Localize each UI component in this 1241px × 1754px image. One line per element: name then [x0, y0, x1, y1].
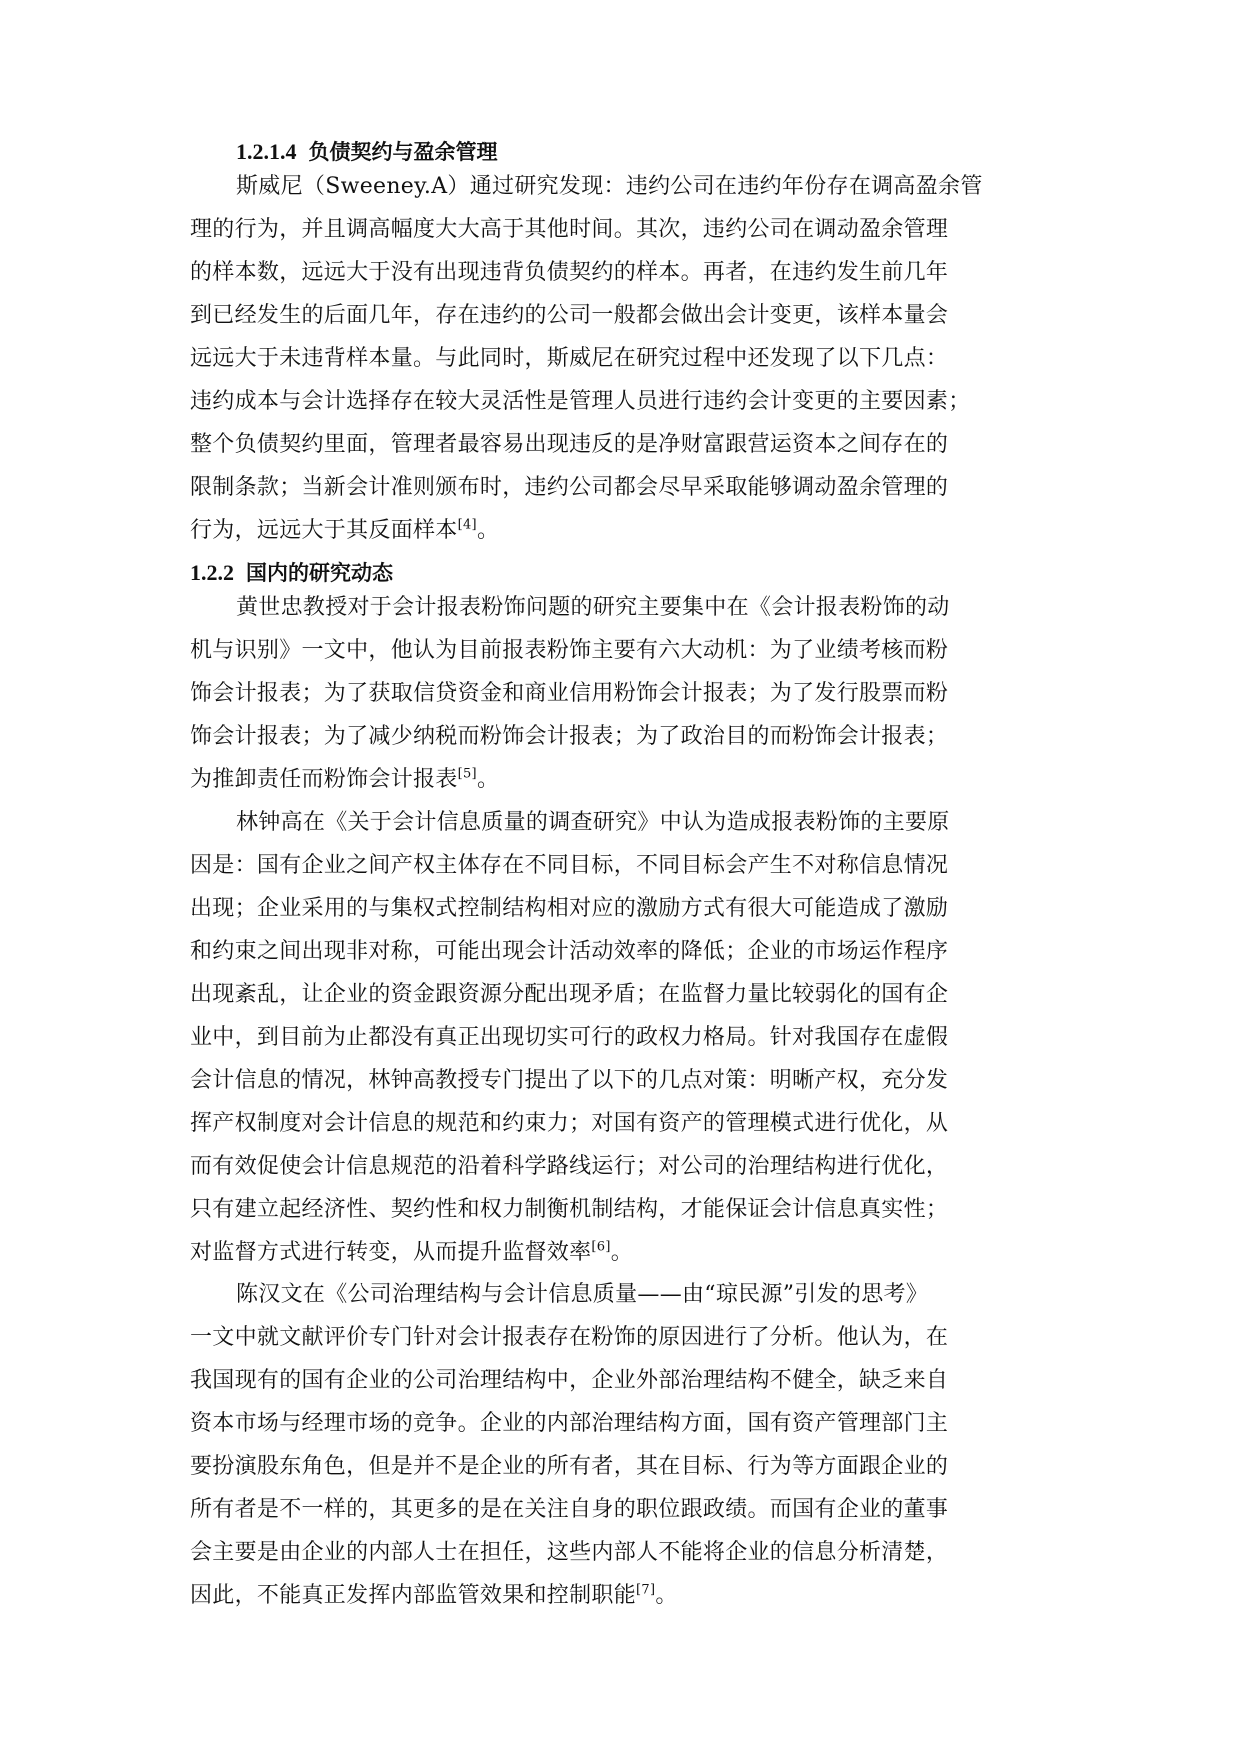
- paragraph-line: 出现；企业采用的与集权式控制结构相对应的激励方式有很大可能造成了激励: [190, 896, 949, 921]
- paragraph-line: 我国现有的国有企业的公司治理结构中，企业外部治理结构不健全，缺乏来自: [190, 1368, 949, 1393]
- paragraph-sweeney: [190, 165, 1060, 552]
- paragraph-huang: [190, 586, 1060, 801]
- citation-reference: [4]: [457, 517, 477, 533]
- paragraph-line: 林钟高在《关于会计信息质量的调查研究》中认为造成报表粉饰的主要原: [236, 810, 950, 835]
- section-title: 负债契约与盈余管理: [308, 140, 498, 164]
- paragraph-text: 对监督方式进行转变，从而提升监督效率: [190, 1240, 592, 1265]
- citation-reference: [7]: [636, 1582, 656, 1598]
- paragraph-line: 违约成本与会计选择存在较大灵活性是管理人员进行违约会计变更的主要因素；: [190, 389, 971, 414]
- paragraph-line: 要扮演股东角色，但是并不是企业的所有者，其在目标、行为等方面跟企业的: [190, 1454, 949, 1479]
- paragraph-end: 。: [655, 1583, 678, 1608]
- paragraph-line: 会计信息的情况，林钟高教授专门提出了以下的几点对策：明晰产权，充分发: [190, 1068, 949, 1093]
- paragraph-end: 。: [610, 1240, 634, 1265]
- paragraph-line: 陈汉文在《公司治理结构与会计信息质量——由“琼民源”引发的思考》: [236, 1282, 929, 1307]
- paragraph-line: 理的行为，并且调高幅度大大高于其他时间。其次，违约公司在调动盈余管理: [190, 217, 949, 242]
- citation-reference: [5]: [457, 766, 477, 782]
- paragraph-text: 因此，不能真正发挥内部监管效果和控制职能: [190, 1583, 637, 1608]
- paragraph-line: 而有效促使会计信息规范的沿着科学路线运行；对公司的治理结构进行优化，: [190, 1154, 949, 1179]
- paragraph-line: 的样本数，远远大于没有出现违背负债契约的样本。再者，在违约发生前几年: [190, 260, 949, 285]
- paragraph-last-line: [190, 509, 1060, 552]
- paragraph-line: 黄世忠教授对于会计报表粉饰问题的研究主要集中在《会计报表粉饰的动: [236, 595, 950, 620]
- paragraph-line: 远远大于未违背样本量。与此同时，斯威尼在研究过程中还发现了以下几点：: [190, 346, 949, 371]
- paragraph-line: 斯威尼（Sweeney.A）通过研究发现：违约公司在违约年份存在调高盈余管: [236, 174, 983, 199]
- paragraph-line: 因是：国有企业之间产权主体存在不同目标，不同目标会产生不对称信息情况: [190, 853, 949, 878]
- paragraph-last-line: [190, 758, 1060, 801]
- paragraph-line: 挥产权制度对会计信息的规范和约束力；对国有资产的管理模式进行优化，从: [190, 1111, 949, 1136]
- paragraph-lin: [190, 801, 1060, 1274]
- paragraph-line: 限制条款；当新会计准则颁布时，违约公司都会尽早采取能够调动盈余管理的: [190, 475, 949, 500]
- paragraph-line: 一文中就文献评价专门针对会计报表存在粉饰的原因进行了分析。他认为，在: [190, 1325, 949, 1350]
- paragraph-line: 整个负债契约里面，管理者最容易出现违反的是净财富跟营运资本之间存在的: [190, 432, 949, 457]
- section-title: 国内的研究动态: [246, 561, 393, 585]
- paragraph-line: 和约束之间出现非对称，可能出现会计活动效率的降低；企业的市场运作程序: [190, 939, 949, 964]
- section-number: 1.2.1.4: [236, 139, 297, 164]
- paragraph-chen: [190, 1273, 1060, 1617]
- paragraph-line: 机与识别》一文中，他认为目前报表粉饰主要有六大动机：为了业绩考核而粉: [190, 638, 949, 663]
- paragraph-line: 到已经发生的后面几年，存在违约的公司一般都会做出会计变更，该样本量会: [190, 303, 949, 328]
- paragraph-line: 饰会计报表；为了减少纳税而粉饰会计报表；为了政治目的而粉饰会计报表；: [190, 724, 949, 749]
- paragraph-line: 只有建立起经济性、契约性和权力制衡机制结构，才能保证会计信息真实性；: [190, 1197, 949, 1222]
- paragraph-line: 会主要是由企业的内部人士在担任，这些内部人不能将企业的信息分析清楚，: [190, 1540, 949, 1565]
- paragraph-line: 出现紊乱，让企业的资金跟资源分配出现矛盾；在监督力量比较弱化的国有企: [190, 982, 949, 1007]
- citation-reference: [6]: [591, 1239, 611, 1255]
- paragraph-text: 为推卸责任而粉饰会计报表: [190, 767, 458, 792]
- paragraph-last-line: [190, 1231, 1060, 1274]
- paragraph-last-line: [190, 1574, 1060, 1617]
- section-number: 1.2.2: [190, 560, 234, 585]
- paragraph-end: 。: [476, 518, 500, 543]
- paragraph-line: 资本市场与经理市场的竞争。企业的内部治理结构方面，国有资产管理部门主: [190, 1411, 949, 1436]
- paragraph-line: 饰会计报表；为了获取信贷资金和商业信用粉饰会计报表；为了发行股票而粉: [190, 681, 949, 706]
- paragraph-text: 行为，远远大于其反面样本: [190, 518, 458, 543]
- paragraph-line: 所有者是不一样的，其更多的是在关注自身的职位跟政绩。而国有企业的董事: [190, 1497, 949, 1522]
- paragraph-line: 业中，到目前为止都没有真正出现切实可行的政权力格局。针对我国存在虚假: [190, 1025, 949, 1050]
- paragraph-end: 。: [476, 767, 500, 792]
